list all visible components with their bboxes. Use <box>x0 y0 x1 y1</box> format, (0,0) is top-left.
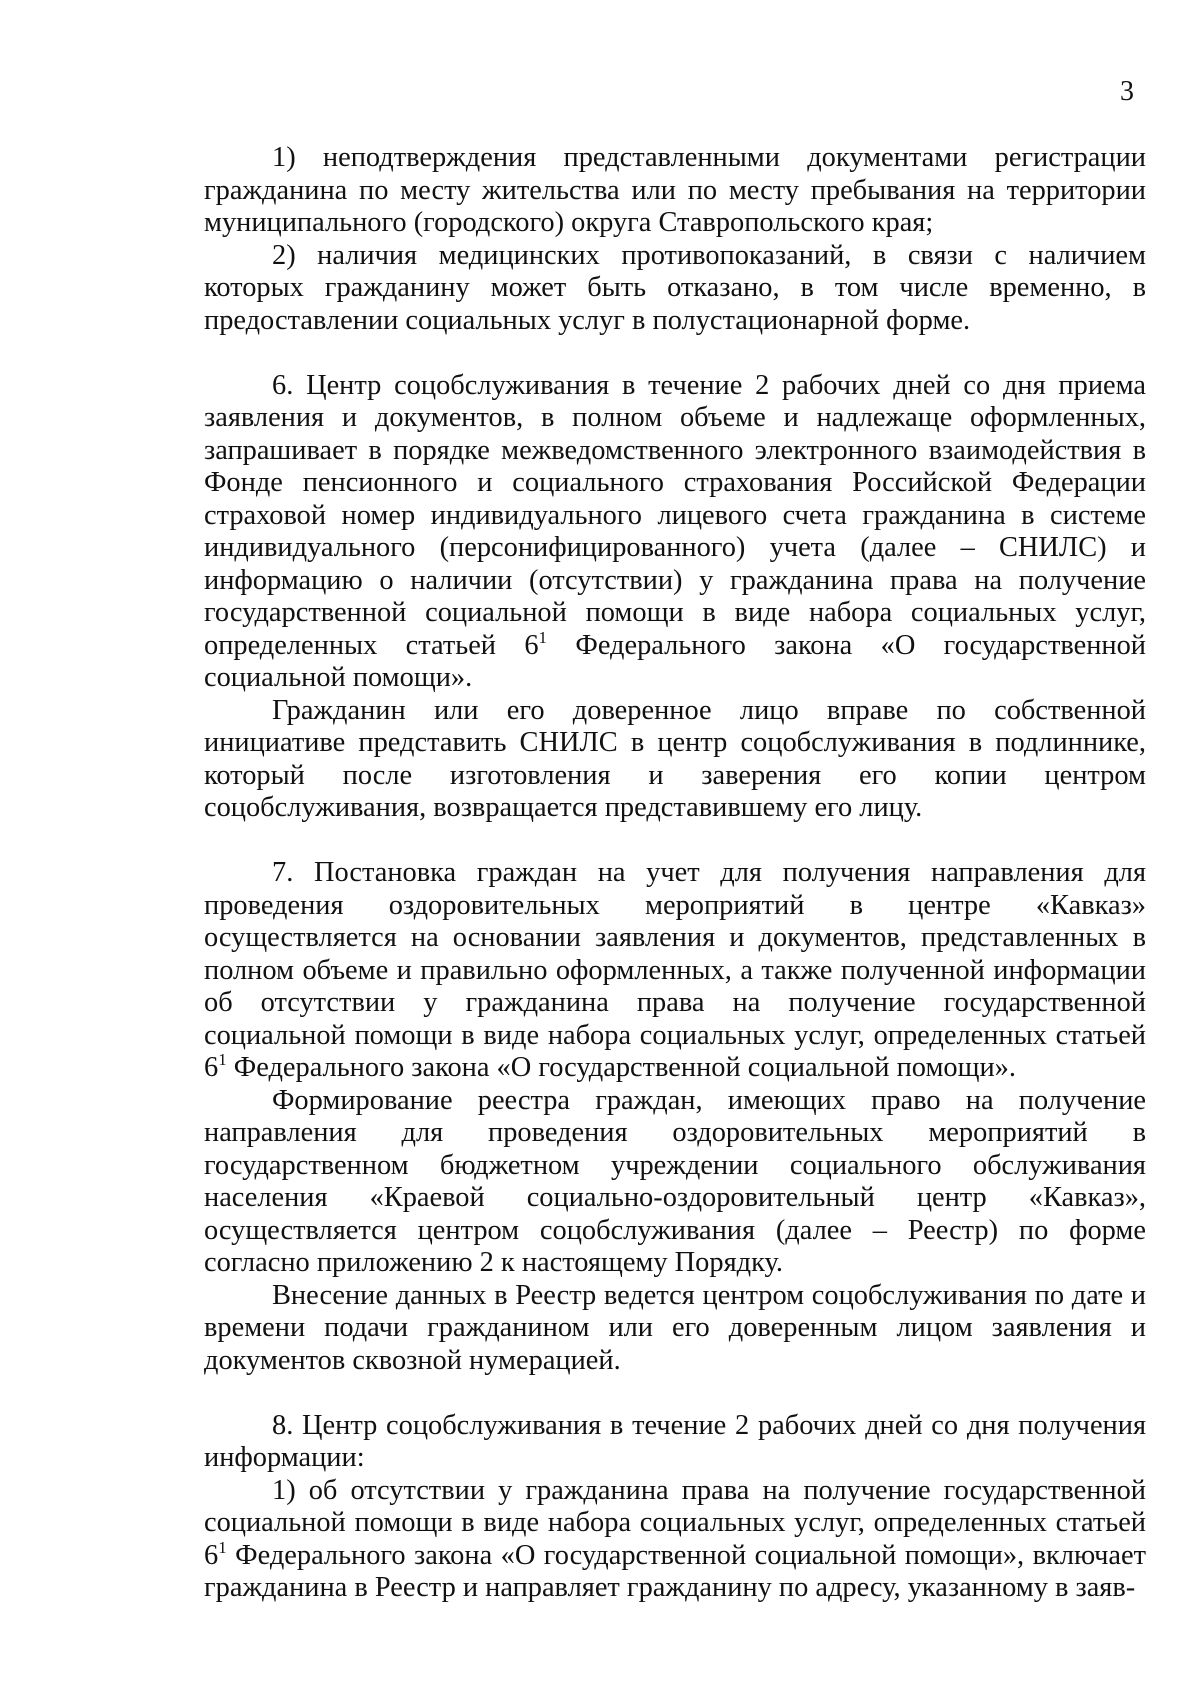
superscript: 1 <box>218 1537 227 1557</box>
superscript: 1 <box>538 627 548 647</box>
paragraph-item-7 <box>204 857 1146 1085</box>
superscript: 1 <box>218 1050 227 1069</box>
paragraph-text: 7. Постановка граждан на учет для получения направления для проведения оздоровительных мероприятий в центре «Кавказ» осуществляется на основании заявления и документов, представленных в полном объеме и правильно оформленных, а также полученной информации об отсутствии у гражданина права на получение государственной социальной помощи в виде набора социальных услуг, определенных статьей 6 <box>204 857 1146 1083</box>
paragraph-text: 1) об отсутствии у гражданина права на получение государственной социальной помощи в виде набора социальных услуг, определенных статьей 6 <box>204 1474 1146 1571</box>
paragraph-2-medical-contraindications: 2) наличия медицинских противопоказаний, в связи с наличием которых гражданину может быть отказано, в том числе временно, в предоставлении социальных услуг в полустационарной форме. <box>204 239 1146 336</box>
paragraph-tail: Федерального закона «О государственной социальной помощи». <box>204 629 1147 693</box>
document-body <box>204 142 1146 1605</box>
paragraph-item-6 <box>204 370 1146 695</box>
paragraph-text: 6. Центр соцобслуживания в течение 2 рабочих дней со дня приема заявления и документов, в полном объеме и надлежаще оформленных, запрашивает в порядке межведомственного электронного взаимодействия в Фонде пенсионного и социального страхования Российской Федерации страховой номер индивидуального лицевого счета гражданина в системе индивидуального (персонифицированного) учета (далее – СНИЛС) и информацию о наличии (отсутствии) у гражданина права на получение государственной социальной помощи в виде набора социальных услуг, определенных статьей 6 <box>204 369 1146 661</box>
paragraph-tail: Федерального закона «О государственной социальной помощи». <box>226 1052 1016 1083</box>
paragraph-1-unconfirmed-registration: 1) неподтверждения представленными документами регистрации гражданина по месту жительства или по месту пребывания на территории муниципального (городского) округа Ставропольского края; <box>204 142 1146 238</box>
paragraph-registry-entry: Внесение данных в Реестр ведется центром соцобслуживания по дате и времени подачи гражданином или его доверенным лицом заявления и документов сквозной нумерацией. <box>204 1279 1146 1376</box>
page-number: 3 <box>1120 76 1134 107</box>
paragraph-item-8-sub-1 <box>204 1475 1146 1605</box>
paragraph-snils-presentation: Гражданин или его доверенное лицо вправе по собственной инициативе представить СНИЛС в центр соцобслуживания в подлиннике, который после изготовления и заверения его копии центром соцобслуживания, возвращается представившему его лицу. <box>204 694 1146 823</box>
paragraph-item-8: 8. Центр соцобслуживания в течение 2 рабочих дней со дня получения информации: <box>204 1409 1146 1473</box>
paragraph-tail: Федерального закона «О государственной социальной помощи», включает гражданина в Реестр и направляет гражданину по адресу, указанному в заяв- <box>204 1539 1146 1603</box>
paragraph-registry-formation: Формирование реестра граждан, имеющих право на получение направления для проведения оздоровительных мероприятий в государственном бюджетном учреждении социального обслуживания населения «Краевой социально-оздоровительный центр «Кавказ», осуществляется центром соцобслуживания (далее – Реестр) по форме согласно приложению 2 к настоящему Порядку. <box>204 1084 1146 1278</box>
